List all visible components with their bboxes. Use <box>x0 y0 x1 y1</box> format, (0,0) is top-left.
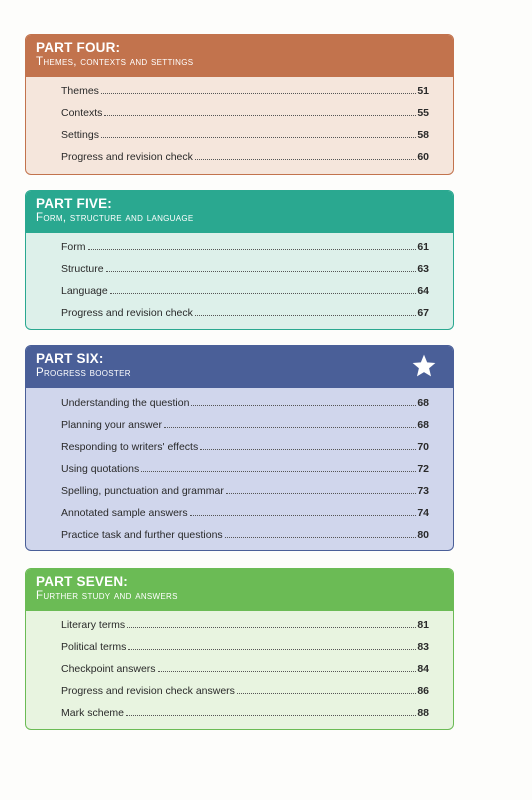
toc-entry-page: 68 <box>417 397 429 409</box>
toc-entry-label: Progress and revision check <box>61 151 193 163</box>
toc-entry[interactable] <box>61 129 429 143</box>
toc-entry-label: Mark scheme <box>61 707 125 719</box>
toc-entry-page: 80 <box>417 529 429 541</box>
toc-entry-label: Form <box>61 241 86 253</box>
toc-entry[interactable] <box>61 397 429 411</box>
section-part-five <box>25 190 454 330</box>
section-part-seven <box>25 568 454 730</box>
toc-entry-label: Practice task and further questions <box>61 529 223 541</box>
toc-entry[interactable] <box>61 507 429 521</box>
part-subtitle: Themes, contexts and settings <box>36 56 194 68</box>
toc-entry-page: 61 <box>417 241 429 253</box>
toc-entry[interactable] <box>61 463 429 477</box>
toc-entry-page: 86 <box>417 685 429 697</box>
toc-entry-page: 67 <box>417 307 429 319</box>
toc-entry-label: Progress and revision check <box>61 307 193 319</box>
toc-entry[interactable] <box>61 619 429 633</box>
leader-dots <box>126 714 416 716</box>
toc-entry-page: 88 <box>417 707 429 719</box>
part-title: PART SEVEN: <box>36 574 128 589</box>
section-header <box>26 191 453 233</box>
leader-dots <box>164 426 416 428</box>
toc-entry[interactable] <box>61 285 429 299</box>
toc-entry-label: Structure <box>61 263 104 275</box>
toc-entry-label: Planning your answer <box>61 419 162 431</box>
star-icon <box>411 353 437 379</box>
toc-entry[interactable] <box>61 641 429 655</box>
leader-dots <box>237 692 416 694</box>
leader-dots <box>190 514 417 516</box>
toc-entry-label: Language <box>61 285 108 297</box>
toc-entry-page: 70 <box>417 441 429 453</box>
toc-entry-page: 83 <box>417 641 429 653</box>
leader-dots <box>101 92 416 94</box>
part-subtitle: Form, structure and language <box>36 212 194 224</box>
toc-entry-page: 58 <box>417 129 429 141</box>
leader-dots <box>127 626 416 628</box>
section-header <box>26 35 453 77</box>
toc-entry[interactable] <box>61 85 429 99</box>
section-header <box>26 346 453 388</box>
toc-entry[interactable] <box>61 685 429 699</box>
toc-entry[interactable] <box>61 107 429 121</box>
toc-entry-label: Spelling, punctuation and grammar <box>61 485 224 497</box>
toc-entry[interactable] <box>61 707 429 721</box>
section-header <box>26 569 453 611</box>
toc-entry[interactable] <box>61 663 429 677</box>
leader-dots <box>225 536 417 538</box>
toc-entry-page: 60 <box>417 151 429 163</box>
part-title: PART FIVE: <box>36 196 112 211</box>
toc-entry-label: Checkpoint answers <box>61 663 156 675</box>
toc-entry-page: 68 <box>417 419 429 431</box>
toc-entry-page: 55 <box>417 107 429 119</box>
leader-dots <box>195 314 416 316</box>
toc-entry-page: 72 <box>417 463 429 475</box>
toc-entry-page: 64 <box>417 285 429 297</box>
leader-dots <box>110 292 417 294</box>
toc-entry[interactable] <box>61 241 429 255</box>
leader-dots <box>158 670 417 672</box>
toc-entry-label: Literary terms <box>61 619 126 631</box>
toc-entry[interactable] <box>61 441 429 455</box>
leader-dots <box>191 404 416 406</box>
leader-dots <box>104 114 416 116</box>
toc-entry-label: Annotated sample answers <box>61 507 188 519</box>
leader-dots <box>106 270 417 272</box>
toc-entry-page: 63 <box>417 263 429 275</box>
toc-entry[interactable] <box>61 485 429 499</box>
toc-entry-label: Using quotations <box>61 463 140 475</box>
toc-entry[interactable] <box>61 151 429 165</box>
leader-dots <box>128 648 416 650</box>
leader-dots <box>101 136 416 138</box>
toc-entry-label: Contexts <box>61 107 103 119</box>
toc-entry-label: Political terms <box>61 641 127 653</box>
part-subtitle: Progress booster <box>36 367 131 379</box>
toc-entry-label: Responding to writers' effects <box>61 441 199 453</box>
toc-entry[interactable] <box>61 419 429 433</box>
toc-entry-page: 84 <box>417 663 429 675</box>
part-subtitle: Further study and answers <box>36 590 178 602</box>
leader-dots <box>141 470 416 472</box>
toc-entry[interactable] <box>61 263 429 277</box>
toc-entry-page: 73 <box>417 485 429 497</box>
toc-entry-page: 51 <box>417 85 429 97</box>
toc-entry-label: Understanding the question <box>61 397 190 409</box>
part-title: PART FOUR: <box>36 40 121 55</box>
toc-entry[interactable] <box>61 307 429 321</box>
section-part-six <box>25 345 454 551</box>
section-part-four <box>25 34 454 175</box>
leader-dots <box>195 158 416 160</box>
toc-entry-label: Themes <box>61 85 99 97</box>
toc-entry-page: 74 <box>417 507 429 519</box>
toc-entry-label: Settings <box>61 129 99 141</box>
leader-dots <box>200 448 416 450</box>
toc-entry[interactable] <box>61 529 429 543</box>
leader-dots <box>226 492 416 494</box>
leader-dots <box>88 248 417 250</box>
toc-entry-label: Progress and revision check answers <box>61 685 235 697</box>
part-title: PART SIX: <box>36 351 104 366</box>
toc-entry-page: 81 <box>417 619 429 631</box>
